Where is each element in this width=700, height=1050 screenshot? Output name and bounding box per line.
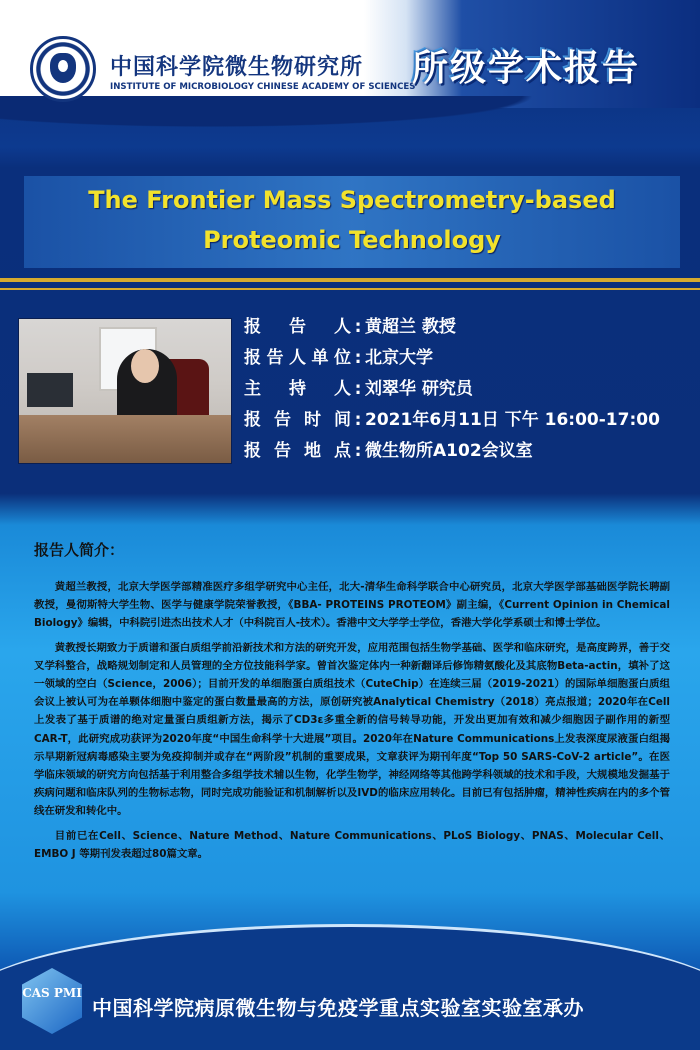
info-value: 北京大学	[365, 348, 433, 368]
bio-heading: 报告人简介：	[34, 541, 125, 559]
info-row-speaker: 报告人 : 黄超兰 教授	[244, 312, 694, 343]
talk-title: The Frontier Mass Spectrometry-based Proteomic Technology	[88, 186, 616, 254]
bio-paragraph: 黄超兰教授，北京大学医学部精准医疗多组学研究中心主任，北大-清华生命科学联合中心研究员，北京大学医学部基础医学院长聘副教授，曼彻斯特大学生物、医学与健康学院荣誉教授，《BBA- PROTEINS PROTEOM》副主编，《Current Opinion in Chemical Biology》编辑，中科院引进杰出技术人才（中科院百人-技术）。香港中文大学学士学位，香港大学化学系硕士和博士学位。	[34, 581, 670, 630]
info-label: 报告地点	[244, 441, 351, 461]
gold-divider	[0, 278, 700, 282]
info-value: 2021年6月11日 下午 16:00-17:00	[365, 410, 660, 430]
talk-info	[244, 312, 694, 467]
info-value: 刘翠华 研究员	[365, 379, 473, 399]
footer-bar	[0, 924, 700, 1050]
bio-paragraph: 黄教授长期致力于质谱和蛋白质组学前沿新技术和方法的研究开发，应用范围包括生物学基础、医学和临床研究，是高度跨界，善于交叉学科整合，战略规划制定和人员管理的全方位技能科学家。曾首次鉴定体内一种新翻译后修饰精氨酸化及其底物Beta-actin，填补了这一领域的空白（Science，2006）；目前开发的单细胞蛋白质组技术（CuteChip）在连续三届（2019-2021）的国际单细胞蛋白质组会议上被认可为在单颗体细胞中鉴定的蛋白数量最高的方法，原创研究被Analytical Chemistry（2018）亮点报道；2020年在Cell上发表了基于质谱的绝对定量蛋白质组新方法，揭示了CD3ε多重全新的信号转导功能，开发出更加有效和减少细胞因子副作用的新型CAR-T，此研究成功获评为2020年度“中国生命科学十大进展”项目。2020年在Nature Communications上发表深度尿液蛋白组揭示早期新冠病毒感染主要为免疫抑制并或存在“两阶段”机制的重要成果，文章获评为期刊年度“Top 50 SARS-CoV-2 article”。在医学临床领域的研究方向包括基于利用整合多组学技术辅以生物，化学生物学，神经网络等其他跨学科领域的技术和手段，大规模地发掘基于疾病问题和临床队列的生物标志物，同时完成功能验证和机制解析以及IVD的临床应用转化。目前已有包括肿瘤，精神性疾病在内的多个管线在研发和转化中。	[34, 641, 670, 818]
bio-paragraph: 目前已在Cell、Science、Nature Method、Nature Communications、PLoS Biology、PNAS、Molecular Cell、EMBO J 等期刊发表超过80篇文章。	[34, 829, 670, 860]
info-label: 报告时间	[244, 410, 351, 430]
institute-name-en: INSTITUTE OF MICROBIOLOGY CHINESE ACADEMY OF SCIENCES	[110, 82, 416, 92]
footer-logo-text: CAS PMI	[22, 986, 82, 1000]
info-row-time: 报告时间 : 2021年6月11日 下午 16:00-17:00	[244, 405, 694, 436]
speaker-photo	[18, 318, 232, 464]
header-curve	[0, 96, 700, 166]
institute-seal-icon	[30, 36, 96, 102]
info-value: 微生物所A102会议室	[365, 441, 533, 461]
bio-text	[34, 578, 670, 869]
info-label: 报告人	[244, 317, 351, 337]
info-row-affiliation: 报告人单位 : 北京大学	[244, 343, 694, 374]
institute-name-cn: 中国科学院微生物研究所	[110, 55, 364, 80]
gold-divider-thin	[0, 288, 700, 290]
organizer-text: 中国科学院病原微生物与免疫学重点实验室实验室承办	[92, 996, 584, 1020]
info-label: 主持人	[244, 379, 351, 399]
info-row-location: 报告地点 : 微生物所A102会议室	[244, 436, 694, 467]
report-type-title: 所级学术报告	[412, 48, 641, 89]
info-label: 报告人单位	[244, 348, 351, 368]
info-row-host: 主持人 : 刘翠华 研究员	[244, 374, 694, 405]
info-value: 黄超兰 教授	[365, 317, 456, 337]
